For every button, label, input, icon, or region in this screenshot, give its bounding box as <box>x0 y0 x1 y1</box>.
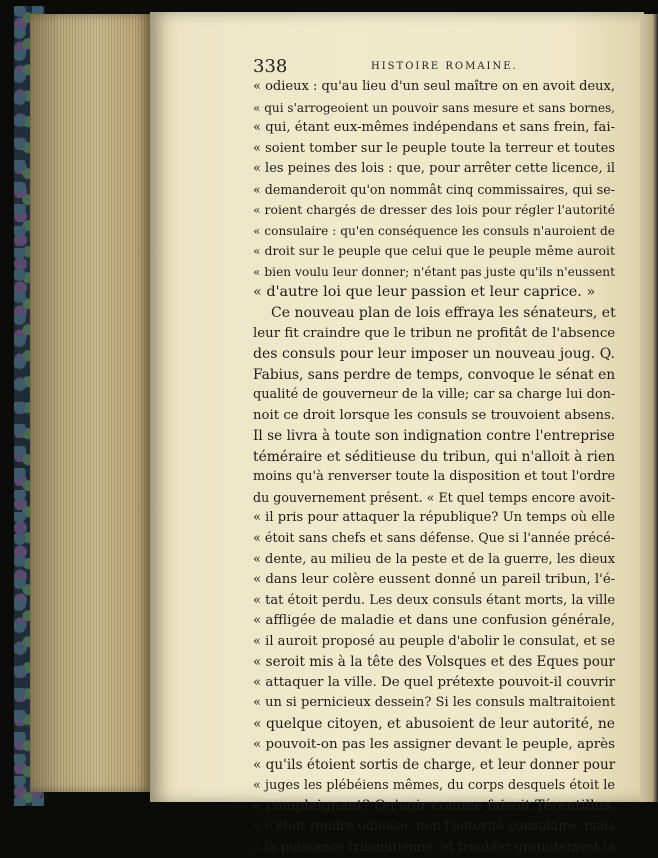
text-line: « qu'ils étoient sortis de charge, et leur donner pour <box>253 757 616 774</box>
facing-page-edge <box>640 14 658 802</box>
text-line: « droit sur le peuple que celui que le peuple même auroit <box>253 243 615 259</box>
text-line: qualité de gouverneur de la ville; car sa charge lui don- <box>253 387 616 403</box>
text-line: « tat étoit perdu. Les deux consuls étant morts, la ville <box>253 592 616 608</box>
text-line: « bien voulu leur donner; n'étant pas juste qu'ils n'eussent <box>253 264 615 279</box>
body-text <box>253 77 615 858</box>
text-line: « il auroit proposé au peuple d'abolir le consulat, et se <box>253 633 616 649</box>
text-line: « qui, étant eux-mêmes indépendans et sans frein, fai- <box>253 120 615 136</box>
text-line: « quelque citoyen, et abusoient de leur autorité, ne <box>253 715 615 732</box>
page-number: 338 <box>253 56 288 77</box>
text-line: « c'étoit rendre odieuse, non l'autorité consulaire, mais <box>253 818 615 834</box>
text-line: du gouvernement présent. « Et quel temps encore avoit- <box>253 489 615 505</box>
text-line: « étoit sans chefs et sans défense. Que si l'année précé- <box>253 531 615 547</box>
text-line: « attaquer la ville. De quel prétexte pouvoit-il couvrir <box>253 674 616 690</box>
text-line: « consulaire : qu'en conséquence les consuls n'auroient de <box>253 223 615 238</box>
text-line: noit ce droit lorsque les consuls se trouvoient absens. <box>253 407 615 423</box>
text-line: « juges les plébéiens mêmes, du corps desquels étoit le <box>253 777 615 793</box>
text-line: « affligée de maladie et dans une confusion générale, <box>253 613 616 629</box>
text-line: « odieux : qu'au lieu d'un seul maître on en avoit deux, <box>253 79 616 94</box>
text-line: « roient chargés de dresser des lois pour régler l'autorité <box>253 202 615 218</box>
page-edges <box>30 14 152 792</box>
text-line: « dans leur colère eussent donné un pareil tribun, l'é- <box>253 572 616 588</box>
text-line: « un si pernicieux dessein? Si les consuls maltraitoient <box>253 695 616 711</box>
text-line: « demanderoit qu'on nommât cinq commissaires, qui se- <box>253 181 615 197</box>
text-line: Il se livra à toute son indignation contre l'entreprise <box>253 428 615 445</box>
text-line: téméraire et séditieuse du tribun, qui n'alloit à rien <box>253 448 615 465</box>
text-line: « la puissance tribunitienne, et troubler gratuitement la <box>253 839 615 855</box>
text-line: « qui s'arrogeoient un pouvoir sans mesure et sans bornes, <box>253 100 615 115</box>
text-line: « pouvoit-on pas les assigner devant le peuple, après <box>253 736 615 752</box>
text-line: « complaignant? Qu'agir comme faisoit Térentillus, <box>253 798 616 815</box>
text-line: « les peines des lois : que, pour arrêter cette licence, il <box>253 161 615 177</box>
text-line: « d'autre loi que leur passion et leur caprice. » <box>253 284 596 301</box>
text-line: leur fit craindre que le tribun ne profitât de l'absence <box>253 325 616 341</box>
text-line: « seroit mis à la tête des Volsques et des Eques pour <box>253 654 615 671</box>
text-line: des consuls pour leur imposer un nouveau joug. Q. <box>253 346 615 363</box>
running-head: HISTOIRE ROMAINE. <box>371 61 518 72</box>
text-line: « soient tomber sur le peuple toute la terreur et toutes <box>253 140 615 156</box>
text-line: moins qu'à renverser toute la disposition et tout l'ordre <box>253 469 616 485</box>
paragraph-start-line: Ce nouveau plan de lois effraya les sénateurs, et <box>271 305 616 322</box>
text-line: « dente, au milieu de la peste et de la guerre, les dieux <box>253 551 616 567</box>
text-line: Fabius, sans perdre de temps, convoque le sénat en <box>253 366 616 383</box>
text-line: « il pris pour attaquer la république? Un temps où elle <box>253 510 615 526</box>
